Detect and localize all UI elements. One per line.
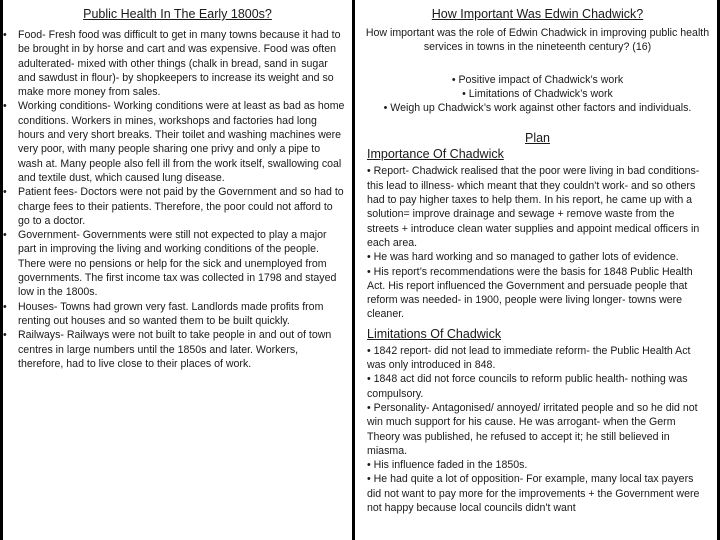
bullet-marker: • (3, 329, 7, 342)
bullet-marker: • (3, 186, 7, 199)
focus-points (358, 73, 717, 116)
limitation-point: • His influence faded in the 1850s. (367, 459, 528, 472)
list-item (3, 99, 346, 185)
list-item (3, 328, 346, 371)
bullet-text-houses: Houses- Towns had grown very fast. Landlords made profits from renting out houses and so wanted them to be built quickly. (18, 300, 324, 327)
bullet-text-railways: Railways- Railways were not built to take people in and out of town centres in large numbers until the 1850s and later. Workers, therefore, had to live close to their places of work. (18, 329, 332, 370)
importance-heading: Importance Of Chadwick (367, 147, 504, 162)
list-item (3, 185, 346, 228)
bullet-marker: • (3, 300, 7, 313)
importance-point: • Report- Chadwick realised that the poor were living in bad conditions- this lead to illness- which meant that they couldn't work- and so others had to pay higher taxes to help them. In his report, he came up with a solution= improve drainage and sewage + remove waste from the streets + introduce clean water supplies and appoint medical officers in each area. (367, 165, 700, 249)
limitation-point: • Personality- Antagonised/ annoyed/ irritated people and so he did not win much support for his cause. He was arrogant- when the Germ Theory was published, he refused to accept it; he still believed in miasma. (367, 401, 698, 457)
importance-point: • His report’s recommendations were the basis for 1848 Public Health Act. His report influenced the Government and persuade people that reform was needed- in 1900, people were living longer- towns were cleaner. (367, 265, 693, 321)
limitations-section (367, 344, 709, 516)
limitation-point: • 1848 act did not force councils to reform public health- nothing was compulsory. (367, 373, 688, 400)
limitations-heading: Limitations Of Chadwick (367, 326, 502, 341)
focus-point: • Limitations of Chadwick’s work (462, 87, 613, 100)
bullet-marker: • (3, 100, 7, 113)
left-title: Public Health In The Early 1800s? (83, 7, 272, 21)
list-item (3, 228, 346, 299)
focus-point: • Positive impact of Chadwick’s work (451, 73, 624, 86)
bullet-marker: • (3, 29, 7, 41)
list-item (3, 300, 346, 329)
limitation-point: • 1842 report- did not lead to immediate reform- the Public Health Act was only introduced in 848. (367, 344, 691, 372)
left-bullet-list (3, 28, 352, 371)
list-item (3, 28, 346, 99)
right-column (358, 0, 717, 540)
bullet-text-patient-fees: Patient fees- Doctors were not paid by the Government and so had to charge fees to their patients. Therefore, the poor could not afford to go to a doctor. (18, 186, 344, 227)
plan-heading: Plan (524, 131, 551, 146)
bullet-marker: • (3, 229, 7, 242)
left-column (3, 0, 352, 540)
bullet-text-food: Food- Fresh food was difficult to get in many towns because it had to be brought in by horse and cart and was expensive. Food was often adulterated- mixed with other things (chalk in bread, sand in sugar and sawdust in flour)- by shopkeepers to increase its weight and so make more money from sales. (18, 29, 341, 99)
bullet-text-government: Government- Governments were still not expected to play a major part in improving the living and working conditions of the people. There were no pensions or help for the sick and unemployed from governments. The first income tax was collected in 1798 and stayed low in the 1800s. (18, 229, 337, 299)
importance-section (367, 164, 709, 321)
importance-point: • He was hard working and so managed to gather lots of evidence. (367, 251, 679, 264)
column-divider (352, 0, 355, 540)
bullet-text-working-conditions: Working conditions- Working conditions were at least as bad as home conditions. Workers in mines, workshops and factories had long hours and very short breaks. Their toilet and washing machines were very poor, with many people sharing one privy and only a pipe to wash at. Many people also fell ill from the work itself, swallowing coal and textile dust, which caused lung disease. (18, 100, 345, 184)
limitation-point: • He had quite a lot of opposition- For example, many local tax payers did not want to pay more for the improvements + the Government were not happy because local councils didn't want (367, 473, 700, 515)
exam-question: How important was the role of Edwin Chadwick in improving public health services in towns in the nineteenth century? (16) (365, 27, 710, 54)
focus-point: • Weigh up Chadwick’s work against other factors and individuals. (383, 102, 692, 115)
right-title: How Important Was Edwin Chadwick? (431, 7, 644, 21)
